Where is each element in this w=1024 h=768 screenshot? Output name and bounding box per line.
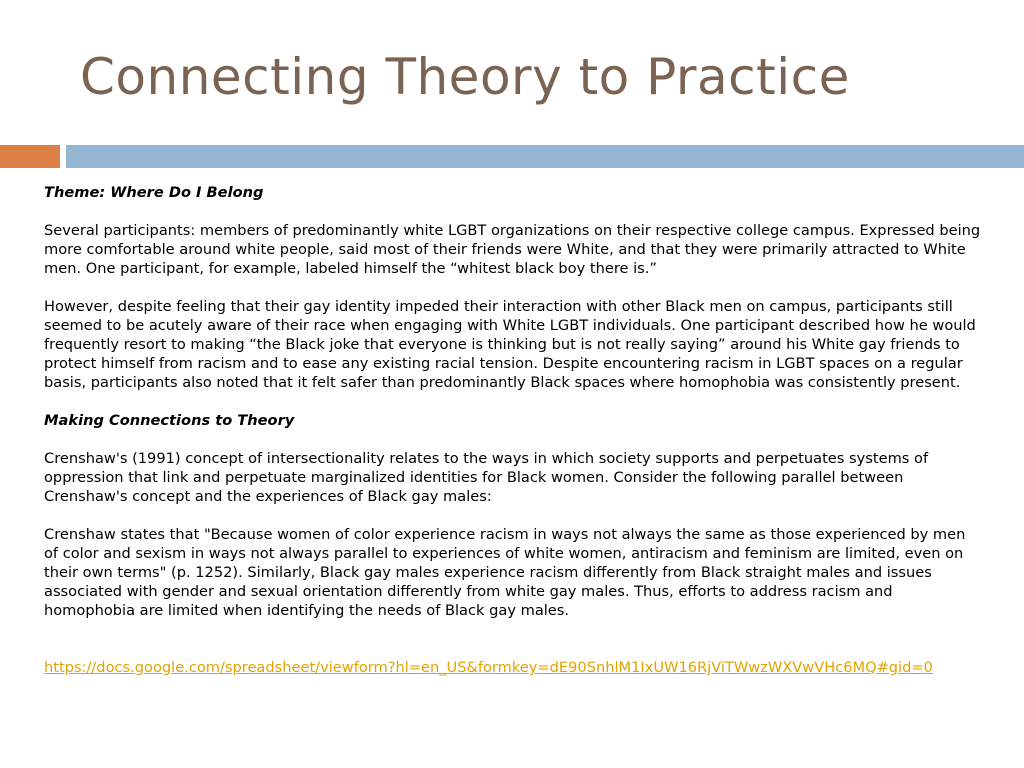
accent-bar-orange bbox=[0, 145, 60, 168]
paragraph-crenshaw-concept: Crenshaw's (1991) concept of intersectionality relates to the ways in which society supports and perpetuates systems of oppression that link and perpetuate marginalized identities for Black women. Consider the following parallel between Crenshaw's concept and the experiences of Black gay males: bbox=[44, 450, 929, 505]
slide-body bbox=[44, 183, 984, 696]
slide-title: Connecting Theory to Practice bbox=[80, 48, 850, 106]
paragraph-crenshaw-quote: Crenshaw states that "Because women of color experience racism in ways not always the same as those experienced by men of color and sexism in ways not always parallel to experiences of white women, antiracism and feminism are limited, even on their own terms" (p. 1252). Similarly, Black gay males experience racism differently from Black straight males and issues associated with gender and sexual orientation differently from white gay males. Thus, efforts to address racism and homophobia are limited when identifying the needs of Black gay males. bbox=[44, 526, 966, 619]
paragraph-however: However, despite feeling that their gay identity impeded their interaction with other Black men on campus, participants still seemed to be acutely aware of their race when engaging with White LGBT individuals. One participant described how he would frequently resort to making “the Black joke that everyone is thinking but is not really saying” around his White gay friends to protect himself from racism and to ease any existing racial tension. Despite encountering racism in LGBT spaces on a regular basis, participants also noted that it felt safer than predominantly Black spaces where homophobia was consistently present. bbox=[44, 298, 976, 391]
section-heading-connections: Making Connections to Theory bbox=[44, 412, 295, 429]
link-block bbox=[44, 658, 984, 677]
form-link[interactable]: https://docs.google.com/spreadsheet/viewform?hl=en_US&formkey=dE90SnhlM1IxUW16RjViTWwzWXVwVHc6MQ#gid=0 bbox=[44, 659, 933, 676]
paragraph-participants: Several participants: members of predominantly white LGBT organizations on their respective college campus. Expressed being more comfortable around white people, said most of their friends were White, and that they were primarily attracted to White men. One participant, for example, labeled himself the “whitest black boy there is.” bbox=[44, 222, 981, 277]
section-heading-theme: Theme: Where Do I Belong bbox=[44, 184, 264, 201]
accent-bar-blue bbox=[66, 145, 1024, 168]
